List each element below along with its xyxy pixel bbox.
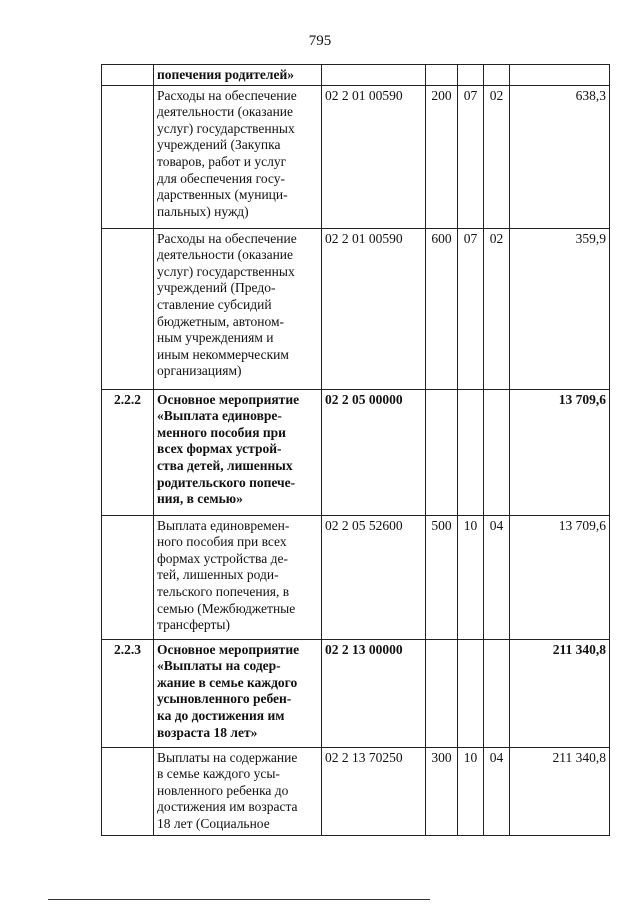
row-name-line: формах устройства де- [157, 550, 288, 566]
table-row [102, 639, 610, 747]
row-sum-cell: 211 340,8 [510, 747, 610, 835]
row-number-cell: 2.2.2 [102, 389, 154, 515]
row-name-line: для обеспечения госу- [157, 170, 285, 186]
row-number-cell [102, 228, 154, 389]
row-number-cell [102, 515, 154, 639]
row-name-line: жание в семье каждого [157, 674, 298, 690]
row-vr-cell [426, 389, 458, 515]
table-row [102, 65, 610, 86]
table-row [102, 747, 610, 835]
table-row [102, 228, 610, 389]
row-name-line: ния, в семью» [157, 491, 243, 507]
row-vr-cell [426, 639, 458, 747]
row-sum-cell: 638,3 [510, 85, 610, 228]
row-rz-cell: 10 [458, 515, 484, 639]
table-body [102, 65, 610, 836]
row-name-line: родительского попече- [157, 474, 296, 490]
table-row [102, 515, 610, 639]
table-row [102, 389, 610, 515]
row-vr-cell [426, 65, 458, 86]
row-name-line: иным некоммерческим [157, 346, 289, 362]
row-rz-cell [458, 65, 484, 86]
row-name-line: ного пособия при всех [157, 534, 287, 550]
row-name-cell [154, 65, 322, 86]
footnote-divider [48, 899, 430, 900]
row-rz-cell: 07 [458, 228, 484, 389]
row-name-line: учреждений (Закупка [157, 137, 281, 153]
row-rz-cell: 10 [458, 747, 484, 835]
row-name-line: ка до достижения им [157, 707, 285, 723]
row-name-line: тельского попечения, в [157, 583, 290, 599]
row-number-cell [102, 65, 154, 86]
row-name-line: услуг) государственных [157, 120, 295, 136]
row-name-line: новленного ребенка до [157, 782, 289, 798]
row-name-line: бюджетным, автоном- [157, 313, 285, 329]
row-pr-cell [484, 639, 510, 747]
row-name-cell [154, 639, 322, 747]
row-name-line: Выплаты на содержание [157, 749, 298, 765]
row-name-line: Выплата единовремен- [157, 517, 290, 533]
row-name-line: в семье каждого усы- [157, 766, 280, 782]
row-code-cell: 02 2 01 00590 [322, 85, 426, 228]
row-name-line: Расходы на обеспечение [157, 87, 297, 103]
row-name-cell [154, 515, 322, 639]
row-name-line: семью (Межбюджетные [157, 600, 296, 616]
row-sum-cell: 13 709,6 [510, 515, 610, 639]
row-rz-cell [458, 639, 484, 747]
row-name-line: организациям) [157, 363, 242, 379]
row-name-line: трансферты) [157, 617, 230, 633]
row-pr-cell: 04 [484, 747, 510, 835]
row-sum-cell [510, 65, 610, 86]
row-code-cell [322, 65, 426, 86]
row-name-line: Основное мероприятие [157, 391, 300, 407]
row-pr-cell [484, 389, 510, 515]
row-name-line: всех формах устрой- [157, 441, 282, 457]
row-vr-cell: 500 [426, 515, 458, 639]
row-name-line: «Выплата единовре- [157, 408, 282, 424]
row-vr-cell: 300 [426, 747, 458, 835]
row-name-line: попечения родителей» [157, 67, 294, 82]
page-number: 795 [308, 33, 332, 49]
row-number-cell [102, 747, 154, 835]
row-name-line: ставление субсидий [157, 296, 272, 312]
row-name-line: Расходы на обеспечение [157, 230, 297, 246]
row-pr-cell: 02 [484, 85, 510, 228]
row-name-line: достижения им возраста [157, 799, 298, 815]
row-name-line: пальных) нужд) [157, 203, 249, 219]
row-name-line: деятельности (оказание [157, 247, 294, 263]
row-vr-cell: 600 [426, 228, 458, 389]
row-code-cell: 02 2 13 70250 [322, 747, 426, 835]
row-name-line: 18 лет (Социальное [157, 815, 270, 831]
row-name-line: «Выплаты на содер- [157, 658, 281, 674]
row-code-cell: 02 2 13 00000 [322, 639, 426, 747]
row-name-line: Основное мероприятие [157, 641, 300, 657]
row-pr-cell: 02 [484, 228, 510, 389]
row-name-line: дарственных (муници- [157, 187, 288, 203]
row-sum-cell: 13 709,6 [510, 389, 610, 515]
row-name-line: услуг) государственных [157, 263, 295, 279]
row-name-line: тей, лишенных роди- [157, 567, 279, 583]
row-pr-cell [484, 65, 510, 86]
row-number-cell [102, 85, 154, 228]
row-name-line: ным учреждениям и [157, 330, 274, 346]
row-code-cell: 02 2 05 00000 [322, 389, 426, 515]
row-number-cell: 2.2.3 [102, 639, 154, 747]
row-rz-cell [458, 389, 484, 515]
row-rz-cell: 07 [458, 85, 484, 228]
row-name-cell [154, 747, 322, 835]
row-name-line: товаров, работ и услуг [157, 153, 287, 169]
row-sum-cell: 359,9 [510, 228, 610, 389]
row-vr-cell: 200 [426, 85, 458, 228]
row-name-line: возраста 18 лет» [157, 724, 258, 740]
row-sum-cell: 211 340,8 [510, 639, 610, 747]
row-name-line: менного пособия при [157, 424, 286, 440]
row-name-cell [154, 85, 322, 228]
row-name-line: учреждений (Предо- [157, 280, 276, 296]
budget-table [101, 64, 610, 836]
row-name-cell [154, 389, 322, 515]
row-name-cell [154, 228, 322, 389]
row-name-line: усыновленного ребен- [157, 691, 292, 707]
row-code-cell: 02 2 05 52600 [322, 515, 426, 639]
row-code-cell: 02 2 01 00590 [322, 228, 426, 389]
table-row [102, 85, 610, 228]
row-name-line: деятельности (оказание [157, 104, 294, 120]
row-name-line: ства детей, лишенных [157, 457, 293, 473]
row-pr-cell: 04 [484, 515, 510, 639]
